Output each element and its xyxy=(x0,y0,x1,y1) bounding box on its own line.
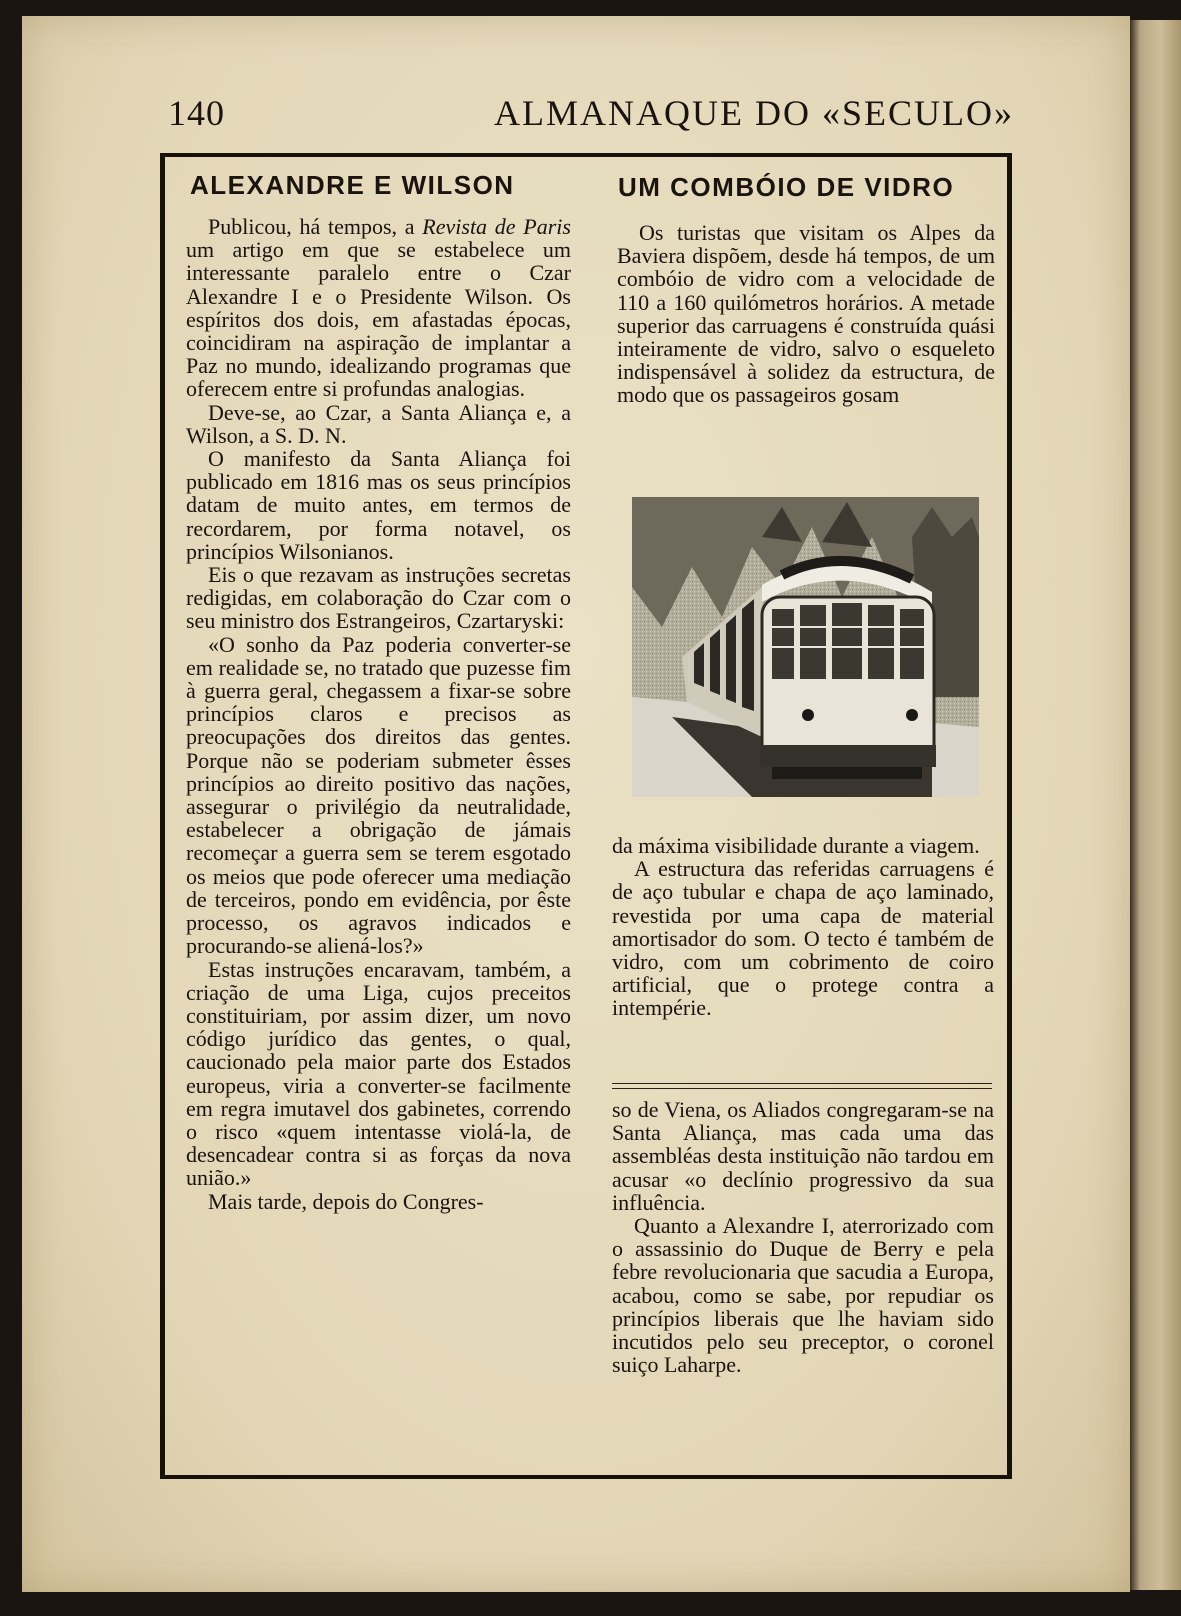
article-left-column xyxy=(186,215,571,1213)
paragraph: Estas instruções encaravam, também, a criação de uma Liga, cujos preceitos constituiriam, por assim dizer, um novo código jurídico das gentes, o qual, caucionado pela maior parte dos Estados europeus, viria a converter-se facilmente em regra imutavel dos gabinetes, correndo o risco «quem intentasse violá-la, de desencadear contra si as forças da nova união.» xyxy=(186,956,571,1191)
paragraph: da máxima visibilidade durante a viagem. xyxy=(612,833,980,858)
publication-name: Revista de Paris xyxy=(422,214,571,239)
page-number: 140 xyxy=(168,93,225,133)
article-title-alexandre-wilson: ALEXANDRE E WILSON xyxy=(190,170,515,200)
paragraph: O manifesto da Santa Aliança foi publicado em 1816 mas os seus princípios datam de muito antes, em termos de recordarem, por forma notavel, os princípios Wilsonianos. xyxy=(186,446,571,564)
article-title-glass-train: UM COMBÓIO DE VIDRO xyxy=(618,172,955,202)
paragraph: A estructura das referidas carruagens é de aço tubular e chapa de aço laminado, revestida por uma capa de material amortisador do som. O tecto é também de vidro, com um cobrimento de coiro artificial, que o protege contra a intempérie. xyxy=(612,856,994,1021)
column-divider-rule xyxy=(612,1083,992,1089)
adjacent-page-edge xyxy=(1130,20,1181,1590)
glass-train-photo xyxy=(632,497,979,797)
frame-bottom-rule xyxy=(160,1475,1012,1479)
paragraph: Eis o que rezavam as instruções secretas redigidas, em colaboração do Czar com o seu ministro dos Estrangeiros, Czartaryski: xyxy=(186,562,571,634)
paragraph: Publicou, há tempos, a Revista de Paris um artigo em que se estabelece um interessante paralelo entre o Czar Alexandre I e o Presidente Wilson. Os espíritos dos dois, em afastadas épocas, coincidiram na aspiração de implantar a Paz no mundo, idealizando programas que oferecem entre si profundas analogias. xyxy=(186,214,571,402)
glass-train-illustration xyxy=(632,497,979,797)
paragraph: «O sonho da Paz poderia converter-se em realidade se, no tratado que puzesse fim à guerra geral, chegassem a fixar-se sobre princípios claros e precisos as preocupações dos direitos das gentes. Porque não se poderiam submeter êsses princípios ao direito positivo das nações, assegurar o privilégio da neutralidade, estabelecer a obrigação de jámais recomeçar a guerra sem se terem esgotado os meios que pode oferecer uma mediação de terceiros, pondo em evidência, por êste processo, os agravos indicados e procurando-se aliená-los?» xyxy=(186,631,571,959)
paragraph: Quanto a Alexandre I, aterrorizado com o assassinio do Duque de Berry e pela febre revolucionaria que sacudia a Europa, acabou, como se sabe, por repudiar os princípios liberais que lhe haviam sido incutidos pelo seu preceptor, o coronel suiço Laharpe. xyxy=(612,1213,994,1378)
frame-right-rule xyxy=(1007,157,1012,1475)
article-right-column-top xyxy=(617,221,995,407)
paragraph: Deve-se, ao Czar, a Santa Aliança e, a Wilson, a S. D. N. xyxy=(186,399,571,448)
continuation-column xyxy=(612,1098,994,1376)
paragraph: Os turistas que visitam os Alpes da Baviera dispõem, desde há tempos, de um combóio de vidro com a velocidade de 110 a 160 quilómetros horários. A metade superior das carruagens é construída quási inteiramente de vidro, salvo o esqueleto indispensável à solidez da estructura, de modo que os passageiros gosam xyxy=(617,220,995,408)
paragraph: so de Viena, os Aliados congregaram-se na Santa Aliança, mas cada uma das assembléas desta instituição não tardou em acusar «o declínio progressivo da sua influência. xyxy=(612,1097,994,1215)
paragraph: Mais tarde, depois do Congres- xyxy=(208,1188,484,1214)
article-right-column-mid xyxy=(612,834,994,1020)
frame-left-rule xyxy=(160,157,165,1475)
running-title: ALMANAQUE DO «SECULO» xyxy=(494,93,1014,133)
running-head xyxy=(168,92,1028,138)
